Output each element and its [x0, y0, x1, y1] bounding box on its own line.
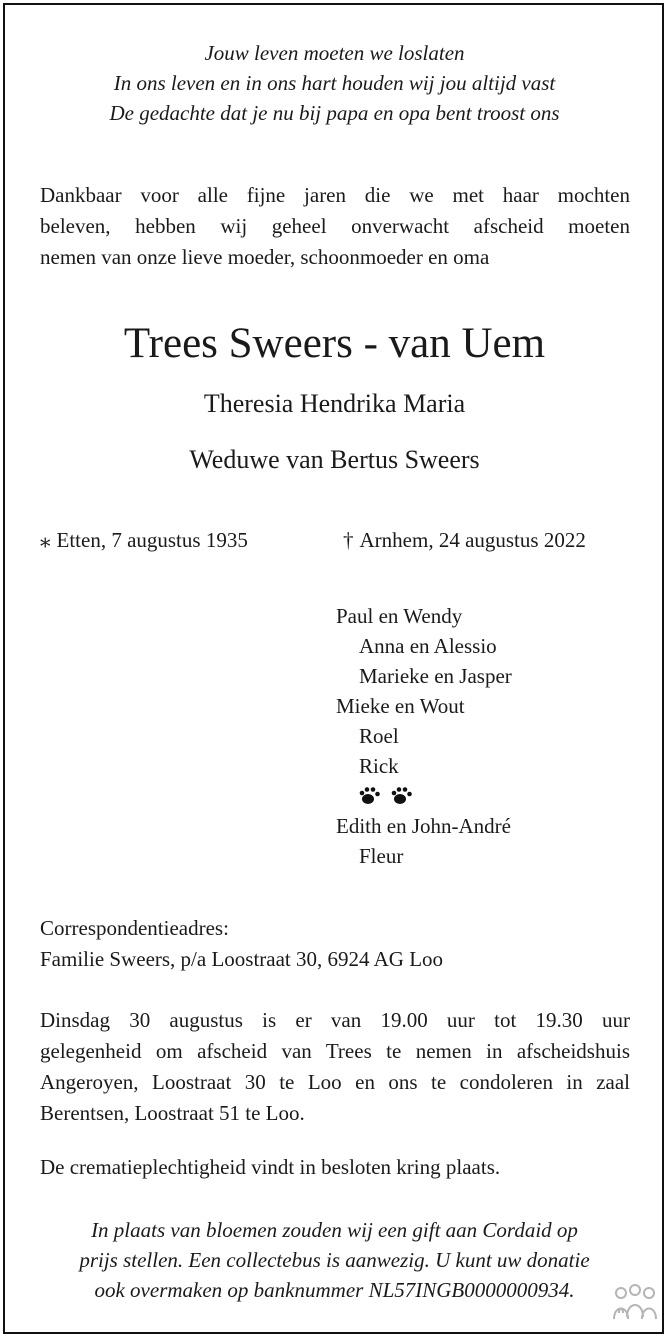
grandchild: Fleur: [359, 844, 404, 868]
poem-line: In ons leven en in ons hart houden wij jou altijd vast: [113, 71, 556, 95]
intro-line: beleven, hebben wij geheel onverwacht afscheid moeten: [40, 214, 630, 238]
donation-line: ook overmaken op banknummer NL57INGB0000000934.: [94, 1278, 575, 1302]
death-cross-icon: †: [343, 528, 354, 552]
visitation-line: Dinsdag 30 augustus is er van 19.00 uur tot 19.30 uur: [40, 1008, 630, 1032]
paw-icon: [391, 786, 413, 806]
people-group-logo-icon: [611, 1283, 659, 1323]
poem-line: Jouw leven moeten we loslaten: [204, 41, 465, 65]
donation-line: prijs stellen. Een collectebus is aanwezig. U kunt uw donatie: [79, 1248, 590, 1272]
family-couple: Mieke en Wout: [336, 694, 465, 718]
grandchild: Rick: [359, 754, 399, 778]
deceased-name: Trees Sweers - van Uem: [123, 320, 546, 367]
grandchild: Anna en Alessio: [359, 634, 497, 658]
visitation-line: Angeroyen, Loostraat 30 te Loo en ons te condoleren in zaal: [40, 1070, 630, 1094]
birth-info: [40, 525, 248, 555]
death-info: [343, 525, 586, 555]
correspondence: [40, 913, 443, 975]
visitation-paragraph: [40, 1005, 630, 1129]
intro-line: Dankbaar voor alle fijne jaren die we met haar mochten: [40, 183, 630, 207]
correspondence-address: Familie Sweers, p/a Loostraat 30, 6924 AG Loo: [40, 947, 444, 971]
family-couple: Paul en Wendy: [336, 604, 463, 628]
paw-icon: [359, 786, 381, 806]
poem-line: De gedachte dat je nu bij papa en opa bent troost ons: [109, 101, 560, 125]
death-text: Arnhem, 24 augustus 2022: [359, 528, 586, 552]
birth-star-icon: ⁎: [40, 528, 51, 552]
grandchild: Roel: [359, 724, 399, 748]
given-names: Theresia Hendrika Maria: [203, 389, 466, 418]
intro-line: nemen van onze lieve moeder, schoonmoeder en oma: [40, 245, 490, 269]
family-couple: Edith en John-André: [336, 814, 511, 838]
cremation-note: De crematieplechtigheid vindt in besloten kring plaats.: [40, 1155, 501, 1179]
correspondence-label: Correspondentieadres:: [40, 916, 229, 940]
pets-row: [336, 781, 512, 811]
grandchild: Marieke en Jasper: [359, 664, 512, 688]
poem: [0, 38, 669, 128]
visitation-line: gelegenheid om afscheid van Trees te nemen in afscheidshuis: [40, 1039, 630, 1063]
visitation-line: Berentsen, Loostraat 51 te Loo.: [40, 1101, 305, 1125]
widow-of: Weduwe van Bertus Sweers: [189, 445, 480, 474]
family-list: [336, 601, 512, 871]
donation-line: In plaats van bloemen zouden wij een gift aan Cordaid op: [91, 1218, 578, 1242]
donation-note: [0, 1215, 669, 1305]
birth-text: Etten, 7 augustus 1935: [56, 528, 248, 552]
intro-paragraph: [40, 180, 630, 273]
